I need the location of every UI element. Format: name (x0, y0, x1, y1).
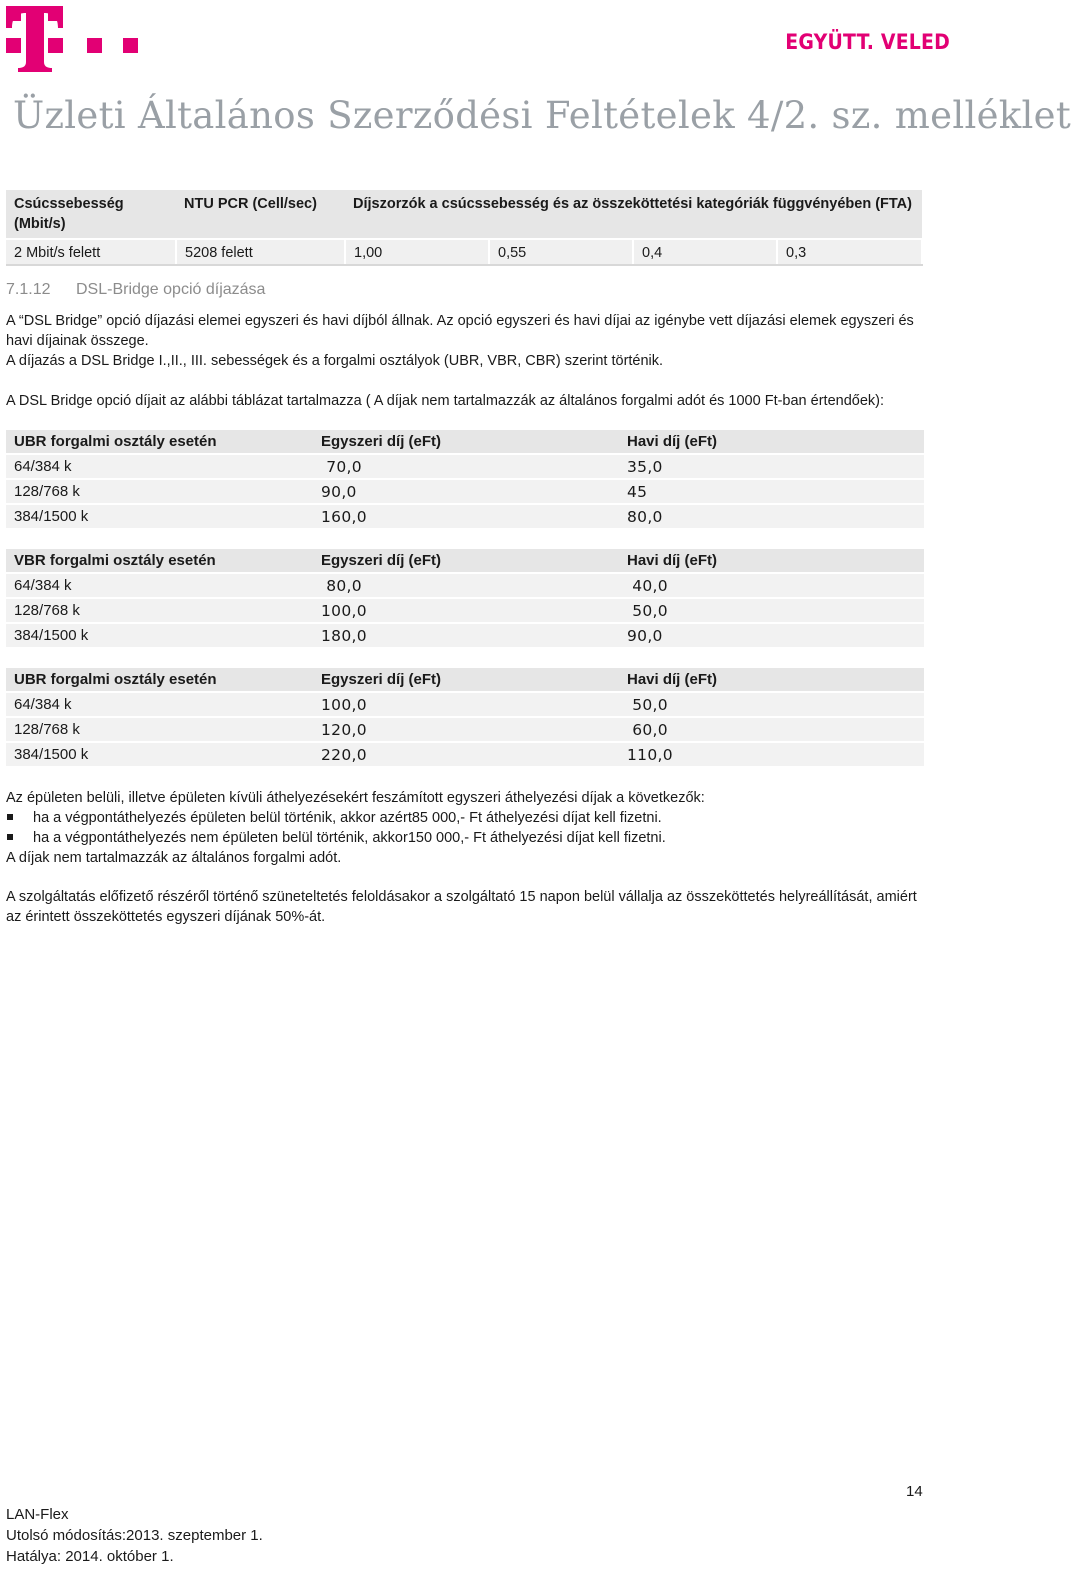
cell-monthly-fee: 50,0 (619, 692, 924, 717)
cell-speed: 2 Mbit/s felett (6, 239, 176, 265)
cell-monthly-fee: 60,0 (619, 717, 924, 742)
footer-product: LAN-Flex (6, 1506, 69, 1523)
price-table-vbr (6, 549, 924, 649)
bullet-icon (7, 834, 13, 840)
cell-monthly-fee: 35,0 (619, 454, 924, 479)
header-monthly-fee: Havi díj (eFt) (619, 668, 924, 692)
relocation-section (6, 788, 921, 868)
table-row (6, 573, 924, 598)
header-monthly-fee: Havi díj (eFt) (619, 549, 924, 573)
header-multipliers: Díjszorzók a csúcssebesség és az összeköttetési kategóriák függvényében (FTA) (345, 190, 922, 239)
list-item-text: ha a végpontáthelyezés épületen belül történik, akkor azért85 000,- Ft áthelyezési díjat kell fizetni. (33, 810, 662, 826)
paragraph-pricing-basis: A díjazás a DSL Bridge I.,II., III. sebességek és a forgalmi osztályok (UBR, VBR, CBR) szerint történik. (6, 353, 664, 369)
footer (6, 1504, 263, 1567)
cell-multiplier: 0,4 (633, 239, 777, 265)
cell-pcr: 5208 felett (176, 239, 345, 265)
header-monthly-fee: Havi díj (eFt) (619, 430, 924, 454)
table-row (6, 598, 924, 623)
cell-one-time-fee: 160,0 (313, 504, 619, 529)
cell-monthly-fee: 80,0 (619, 504, 924, 529)
section-number: 7.1.12 (6, 281, 51, 298)
table-row (6, 692, 924, 717)
brand-slogan: EGYÜTT. VELED (785, 30, 950, 54)
header-peak-speed: Csúcssebesség (Mbit/s) (6, 190, 176, 239)
paragraph-pricing-elements: A “DSL Bridge” opció díjazási elemei egyszeri és havi díjból állnak. Az opció egyszeri és havi díjai az igénybe vett díjazási elemek egyszeri és havi díjainak összege. (6, 313, 914, 349)
header-one-time-fee: Egyszeri díj (eFt) (313, 430, 619, 454)
table-row (6, 504, 924, 529)
cell-monthly-fee: 40,0 (619, 573, 924, 598)
cell-speed: 384/1500 k (6, 504, 313, 529)
table-row (6, 717, 924, 742)
header-one-time-fee: Egyszeri díj (eFt) (313, 668, 619, 692)
cell-one-time-fee: 120,0 (313, 717, 619, 742)
header-traffic-class: UBR forgalmi osztály esetén (6, 668, 313, 692)
relocation-intro: Az épületen belüli, illetve épületen kívüli áthelyezésekért feszámított egyszeri áthelyezési díjak a következők: (6, 790, 705, 806)
list-item-text: ha a végpontáthelyezés nem épületen belül történik, akkor150 000,- Ft áthelyezési díjat kell fizetni. (33, 830, 666, 846)
relocation-list (6, 808, 921, 848)
page-title: Üzleti Általános Szerződési Feltételek 4/2. sz. melléklet (13, 94, 1071, 137)
header-traffic-class: VBR forgalmi osztály esetén (6, 549, 313, 573)
cell-monthly-fee: 50,0 (619, 598, 924, 623)
cell-one-time-fee: 80,0 (313, 573, 619, 598)
cell-multiplier: 0,55 (489, 239, 633, 265)
price-table-ubr-2 (6, 668, 924, 768)
paragraph-table-intro: A DSL Bridge opció díjait az alábbi táblázat tartalmazza ( A díjak nem tartalmazzák az általános forgalmi adót és 1000 Ft-ban értendőek): (6, 393, 884, 409)
cell-one-time-fee: 90,0 (313, 479, 619, 504)
fta-multiplier-table (6, 190, 923, 266)
cell-multiplier: 1,00 (345, 239, 489, 265)
cell-speed: 128/768 k (6, 598, 313, 623)
section-heading (6, 281, 265, 299)
cell-speed: 128/768 k (6, 479, 313, 504)
cell-one-time-fee: 180,0 (313, 623, 619, 648)
footer-effective: Hatálya: 2014. október 1. (6, 1548, 174, 1565)
cell-speed: 64/384 k (6, 692, 313, 717)
table-row (6, 239, 922, 265)
table-row (6, 742, 924, 767)
cell-monthly-fee: 110,0 (619, 742, 924, 767)
cell-one-time-fee: 220,0 (313, 742, 619, 767)
price-table-ubr (6, 430, 924, 530)
section-title: DSL-Bridge opció díjazása (76, 281, 266, 298)
relocation-note: A díjak nem tartalmazzák az általános forgalmi adót. (6, 850, 342, 866)
telekom-t-logo-icon (6, 6, 146, 72)
table-row (6, 454, 924, 479)
cell-speed: 128/768 k (6, 717, 313, 742)
cell-speed: 384/1500 k (6, 742, 313, 767)
cell-one-time-fee: 100,0 (313, 692, 619, 717)
paragraph-restore: A szolgáltatás előfizető részéről történő szüneteltetés feloldásakor a szolgáltató 15 napon belül vállalja az összeköttetés helyreállítását, amiért az érintett összeköttetés egyszeri díjának 50%-át. (6, 889, 917, 925)
cell-multiplier: 0,3 (777, 239, 922, 265)
list-item (6, 828, 921, 848)
list-item (6, 808, 921, 828)
cell-monthly-fee: 45 (619, 479, 924, 504)
cell-speed: 64/384 k (6, 573, 313, 598)
cell-speed: 384/1500 k (6, 623, 313, 648)
cell-one-time-fee: 70,0 (313, 454, 619, 479)
table-row (6, 623, 924, 648)
cell-one-time-fee: 100,0 (313, 598, 619, 623)
header-one-time-fee: Egyszeri díj (eFt) (313, 549, 619, 573)
cell-monthly-fee: 90,0 (619, 623, 924, 648)
footer-modified: Utolsó módosítás:2013. szeptember 1. (6, 1527, 263, 1544)
page-number: 14 (906, 1483, 923, 1500)
header-ntu-pcr: NTU PCR (Cell/sec) (176, 190, 345, 239)
header-traffic-class: UBR forgalmi osztály esetén (6, 430, 313, 454)
bullet-icon (7, 814, 13, 820)
table-row (6, 479, 924, 504)
cell-speed: 64/384 k (6, 454, 313, 479)
